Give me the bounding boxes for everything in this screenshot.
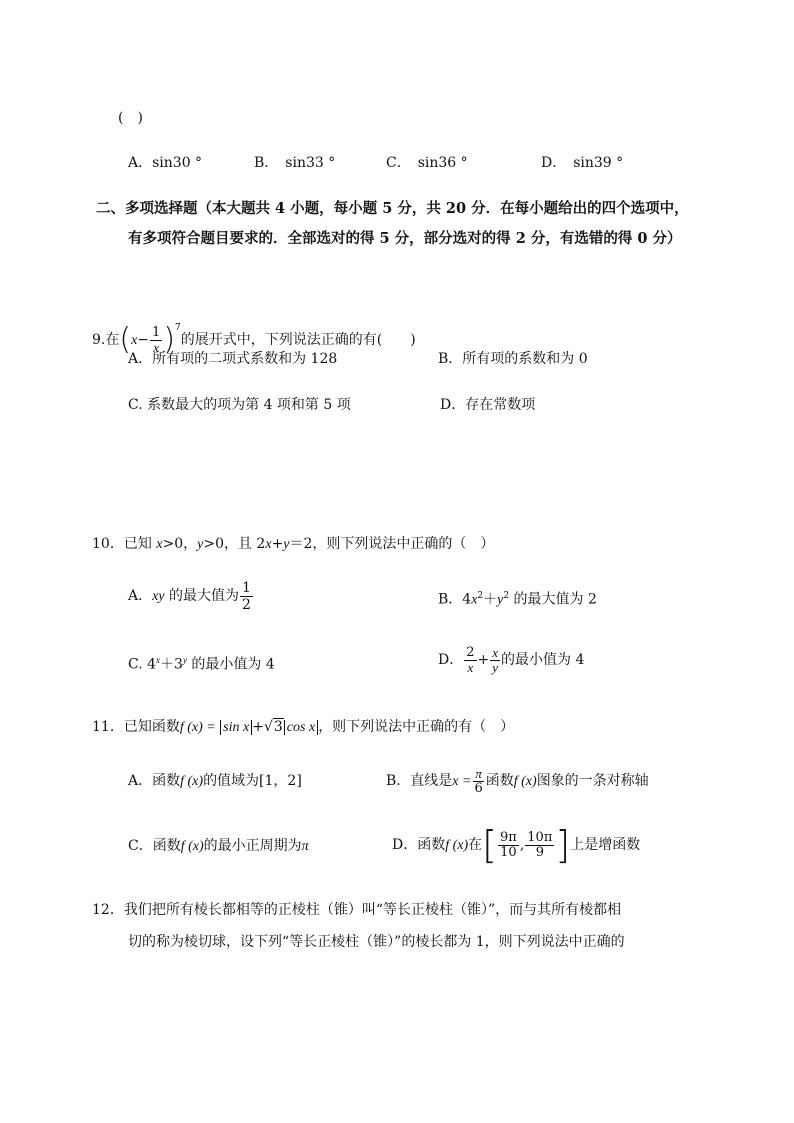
q10-var-x2: x xyxy=(265,537,272,552)
q11-d-fraction1 xyxy=(498,831,519,860)
q11-a-label: A．函数 xyxy=(128,773,181,789)
q9-x: x xyxy=(131,333,138,348)
q11-b-x: x = xyxy=(452,774,472,789)
q11-option-d xyxy=(392,823,640,868)
q11-prefix: 11．已知函数 xyxy=(92,719,180,735)
q11-d-den1: 10 xyxy=(500,844,517,860)
q8-option-b: B． sin33 ° xyxy=(254,155,336,171)
q10-a-fraction xyxy=(240,580,253,613)
q11-option-b xyxy=(386,763,649,800)
q10-text-9: ＝2，则下列说法中正确的（ ） xyxy=(289,536,495,552)
q10-b-plus: ＋ xyxy=(483,591,498,608)
q12-line2: 切的称为棱切球，设下列“等长正棱柱（锥）”的棱长都为 1，则下列说法中正确的 xyxy=(128,934,625,950)
q9-option-c: C. 系数最大的项为第 4 项和第 5 项 xyxy=(128,397,351,413)
q10-a-text: 的最大值为 xyxy=(164,588,240,604)
q10-c-text: 的最小值为 4 xyxy=(186,656,275,673)
q10-b-sup1: 2 xyxy=(477,591,484,601)
q11-option-c xyxy=(128,837,309,856)
q10-d-plus: + xyxy=(477,652,490,668)
q9-option-b: B．所有项的系数和为 0 xyxy=(438,351,588,367)
q11-b-fraction xyxy=(472,767,484,796)
q9-minus: − xyxy=(137,332,150,348)
q11-d-label: D．函数 xyxy=(392,837,446,853)
q11-d-fraction2 xyxy=(525,831,554,860)
q11-a-fx: f (x) xyxy=(180,774,204,789)
q11-suffix: ，则下列说法中正确的有（ ） xyxy=(318,719,515,735)
q10-var-y: y xyxy=(197,537,204,552)
q10-d-den1: x xyxy=(467,659,474,675)
q11-d-fx: f (x) xyxy=(445,838,469,853)
q10-c-label: C. 4 xyxy=(128,656,157,673)
q10-a-label: A． xyxy=(128,588,153,604)
q11-d-den2: 9 xyxy=(535,844,544,860)
q11-abs-sin: sin x xyxy=(220,720,252,735)
q11-c-pi: π xyxy=(301,839,309,854)
q11-b-den: 6 xyxy=(474,780,483,796)
q10-plus: + xyxy=(271,536,284,552)
q10-b-sup2: 2 xyxy=(503,591,510,601)
q10-d-text: 的最小值为 4 xyxy=(501,652,585,668)
section2-heading-line1: 二、多项选择题（本大题共 4 小题，每小题 5 分，共 20 分．在每小题给出的四个选项中， xyxy=(96,200,689,217)
q10-a-den: 2 xyxy=(242,596,251,613)
left-paren-symbol: ( xyxy=(119,322,132,357)
q11-b-num: π xyxy=(475,765,482,781)
q8-option-c: C． sin36 ° xyxy=(386,155,468,171)
q10-d-num1: 2 xyxy=(466,644,475,660)
q10-option-c xyxy=(128,651,275,674)
q11-d-text: 上是增函数 xyxy=(570,837,641,853)
right-bracket-symbol: ] xyxy=(555,823,571,867)
q10-d-fraction2 xyxy=(490,646,500,675)
q9-suffix: 的展开式中，下列说法正确的有( ) xyxy=(180,332,416,348)
section2-heading-line2: 有多项符合题目要求的．全部选对的得 5 分，部分选对的得 2 分，有选错的得 0 分） xyxy=(128,230,682,247)
q11-root: 3 xyxy=(273,719,283,735)
left-bracket-symbol: [ xyxy=(482,823,497,867)
q10-b-x: x xyxy=(471,592,478,608)
q11-d-num2: 10π xyxy=(527,829,553,845)
q11-d-mid: 在 xyxy=(468,837,483,853)
q10-b-y: y xyxy=(497,592,504,608)
right-paren-symbol: ) xyxy=(163,322,176,357)
q10-c-supy: y xyxy=(182,655,187,665)
q8-option-a: A．sin30 ° xyxy=(128,155,203,171)
q10-text-3: >0， xyxy=(162,536,198,552)
q9-frac-num: 1 xyxy=(152,324,161,340)
q9-frac-den: x xyxy=(153,339,160,355)
q10-c-supx: x xyxy=(156,655,161,665)
q11-c-text: 的最小正周期为 xyxy=(203,838,302,854)
q11-fx: f (x) = xyxy=(179,720,216,735)
q10-d-den2: y xyxy=(492,659,499,675)
q11-b-text: 图象的一条对称轴 xyxy=(536,773,649,789)
q9-power: 7 xyxy=(175,323,181,333)
q11-plus: + xyxy=(252,719,264,735)
q11-c-label: C．函数 xyxy=(128,838,181,854)
q11-d-num1: 9π xyxy=(500,829,517,845)
q10-d-label: D． xyxy=(438,652,464,668)
q11-b-mid: 函数 xyxy=(485,773,514,789)
q10-var-y2: y xyxy=(283,537,290,552)
q10-text-1: 10．已知 xyxy=(92,536,157,552)
q9-option-a: A．所有项的二项式系数和为 128 xyxy=(128,351,338,367)
q11-stem xyxy=(92,718,514,737)
q10-b-text: 的最大值为 2 xyxy=(509,591,597,608)
q11-c-fx: f (x) xyxy=(180,839,204,854)
q10-b-label: B．4 xyxy=(438,591,472,608)
q11-b-label: B．直线是 xyxy=(386,773,453,789)
q11-option-a xyxy=(128,772,302,791)
sqrt-symbol: √ xyxy=(263,719,273,735)
q11-abs-cos: cos x xyxy=(284,720,318,735)
q8-option-d: D． sin39 ° xyxy=(541,155,624,171)
q10-option-d xyxy=(438,642,584,678)
q11-a-text: 的值域为[1，2] xyxy=(203,773,302,789)
q10-d-num2: x xyxy=(492,644,499,660)
q10-a-var: xy xyxy=(152,589,165,604)
q10-d-fraction1 xyxy=(464,646,476,675)
q11-b-fx: f (x) xyxy=(513,774,537,789)
q10-text-5: >0，且 2 xyxy=(203,536,266,552)
q10-c-plus: ＋3 xyxy=(160,656,183,673)
q10-option-a xyxy=(128,578,254,615)
q10-var-x: x xyxy=(156,537,163,552)
q9-prefix: 9.在 xyxy=(92,332,120,348)
q9-option-d: D．存在常数项 xyxy=(440,397,536,413)
q12-line1: 12．我们把所有棱长都相等的正棱柱（锥）叫“等长正棱柱（锥）”，而与其所有棱都相 xyxy=(92,902,622,918)
q8-answer-paren: ( ) xyxy=(118,110,143,126)
q11-d-comma: , xyxy=(519,837,525,853)
q10-a-num: 1 xyxy=(242,579,251,596)
q10-option-b xyxy=(438,587,597,610)
q10-stem xyxy=(92,535,494,554)
